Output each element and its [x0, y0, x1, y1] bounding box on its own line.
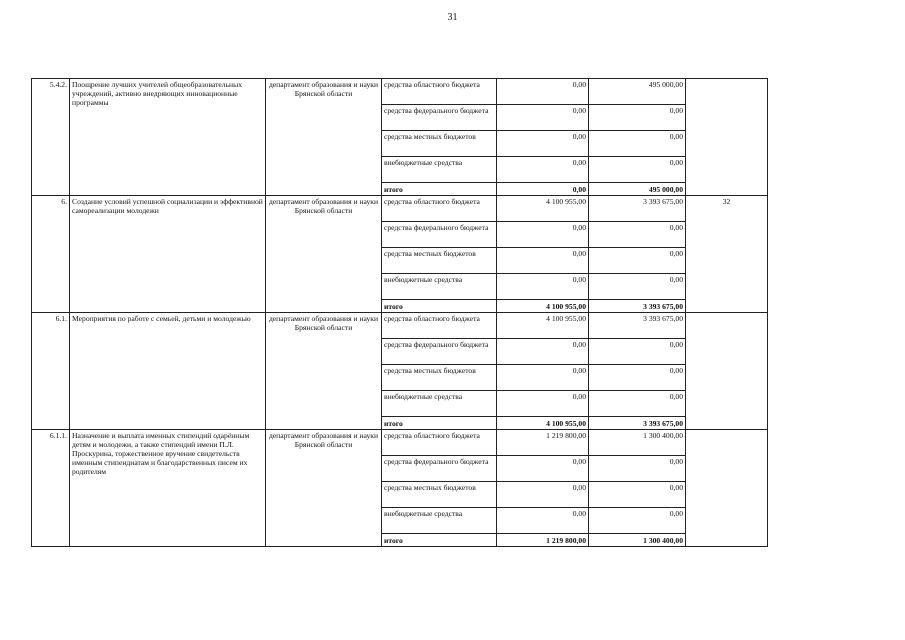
total-label: итого: [382, 534, 497, 547]
item-title: Назначение и выплата именных стипендий одарённым детям и молодежи, а также стипендий имени П.Л. Проскурина, торжественное вручение свидетельств именным стипендиатам и благодарственных писем их родителям: [70, 430, 266, 547]
total-period-1: 4 100 955,00: [497, 300, 589, 313]
amount-period-1: 4 100 955,00: [497, 196, 589, 222]
total-period-1: 4 100 955,00: [497, 417, 589, 430]
total-period-2: 495 000,00: [589, 183, 686, 196]
funding-source-label: средства федерального бюджета: [382, 339, 497, 365]
amount-period-1: 0,00: [497, 131, 589, 157]
amount-period-1: 0,00: [497, 482, 589, 508]
amount-period-1: 4 100 955,00: [497, 313, 589, 339]
total-label: итого: [382, 300, 497, 313]
table-row: [32, 313, 768, 339]
total-period-1: 1 219 800,00: [497, 534, 589, 547]
total-label: итого: [382, 183, 497, 196]
funding-source-label: внебюджетные средства: [382, 274, 497, 300]
budget-table-body: [32, 79, 768, 547]
amount-period-2: 3 393 675,00: [589, 313, 686, 339]
funding-source-label: внебюджетные средства: [382, 157, 497, 183]
total-label: итого: [382, 417, 497, 430]
funding-source-label: внебюджетные средства: [382, 391, 497, 417]
amount-period-1: 0,00: [497, 365, 589, 391]
responsible-department: департамент образования и науки Брянской области: [266, 79, 382, 196]
amount-period-2: 0,00: [589, 391, 686, 417]
funding-source-label: средства местных бюджетов: [382, 248, 497, 274]
page-number: 31: [447, 12, 458, 23]
budget-table: [31, 78, 768, 547]
funding-source-label: средства местных бюджетов: [382, 365, 497, 391]
item-code: 6.1.: [32, 313, 70, 430]
total-period-2: 1 300 400,00: [589, 534, 686, 547]
table-row: [32, 196, 768, 222]
amount-period-1: 0,00: [497, 508, 589, 534]
amount-period-2: 0,00: [589, 339, 686, 365]
amount-period-1: 0,00: [497, 274, 589, 300]
responsible-department: департамент образования и науки Брянской области: [266, 313, 382, 430]
funding-source-label: средства федерального бюджета: [382, 222, 497, 248]
responsible-department: департамент образования и науки Брянской области: [266, 196, 382, 313]
amount-period-2: 0,00: [589, 222, 686, 248]
responsible-department: департамент образования и науки Брянской области: [266, 430, 382, 547]
amount-period-2: 0,00: [589, 456, 686, 482]
funding-source-label: средства областного бюджета: [382, 79, 497, 105]
table-row: [32, 79, 768, 105]
row-note: 32: [686, 196, 768, 313]
item-code: 5.4.2.: [32, 79, 70, 196]
table-row: [32, 430, 768, 456]
item-title: Создание условий успешной социализации и эффективной самореализации молодежи: [70, 196, 266, 313]
amount-period-2: 0,00: [589, 248, 686, 274]
item-code: 6.: [32, 196, 70, 313]
amount-period-1: 0,00: [497, 339, 589, 365]
amount-period-2: 0,00: [589, 274, 686, 300]
amount-period-1: 0,00: [497, 248, 589, 274]
amount-period-2: 0,00: [589, 508, 686, 534]
amount-period-2: 1 300 400,00: [589, 430, 686, 456]
total-period-2: 3 393 675,00: [589, 300, 686, 313]
funding-source-label: средства местных бюджетов: [382, 131, 497, 157]
funding-source-label: средства областного бюджета: [382, 430, 497, 456]
amount-period-1: 1 219 800,00: [497, 430, 589, 456]
funding-source-label: средства областного бюджета: [382, 196, 497, 222]
item-title: Поощрение лучших учителей общеобразовательных учреждений, активно внедряющих инновационные программы: [70, 79, 266, 196]
amount-period-2: 0,00: [589, 365, 686, 391]
amount-period-2: 0,00: [589, 157, 686, 183]
total-period-1: 0,00: [497, 183, 589, 196]
amount-period-1: 0,00: [497, 456, 589, 482]
amount-period-2: 0,00: [589, 131, 686, 157]
amount-period-1: 0,00: [497, 105, 589, 131]
total-period-2: 3 393 675,00: [589, 417, 686, 430]
row-note: [686, 79, 768, 196]
item-title: Мероприятия по работе с семьей, детьми и молодежью: [70, 313, 266, 430]
row-note: [686, 430, 768, 547]
funding-source-label: средства областного бюджета: [382, 313, 497, 339]
row-note: [686, 313, 768, 430]
amount-period-2: 3 393 675,00: [589, 196, 686, 222]
funding-source-label: внебюджетные средства: [382, 508, 497, 534]
amount-period-1: 0,00: [497, 157, 589, 183]
item-code: 6.1.1.: [32, 430, 70, 547]
funding-source-label: средства местных бюджетов: [382, 482, 497, 508]
amount-period-1: 0,00: [497, 391, 589, 417]
amount-period-2: 0,00: [589, 105, 686, 131]
amount-period-1: 0,00: [497, 79, 589, 105]
amount-period-2: 0,00: [589, 482, 686, 508]
amount-period-2: 495 000,00: [589, 79, 686, 105]
amount-period-1: 0,00: [497, 222, 589, 248]
funding-source-label: средства федерального бюджета: [382, 105, 497, 131]
funding-source-label: средства федерального бюджета: [382, 456, 497, 482]
